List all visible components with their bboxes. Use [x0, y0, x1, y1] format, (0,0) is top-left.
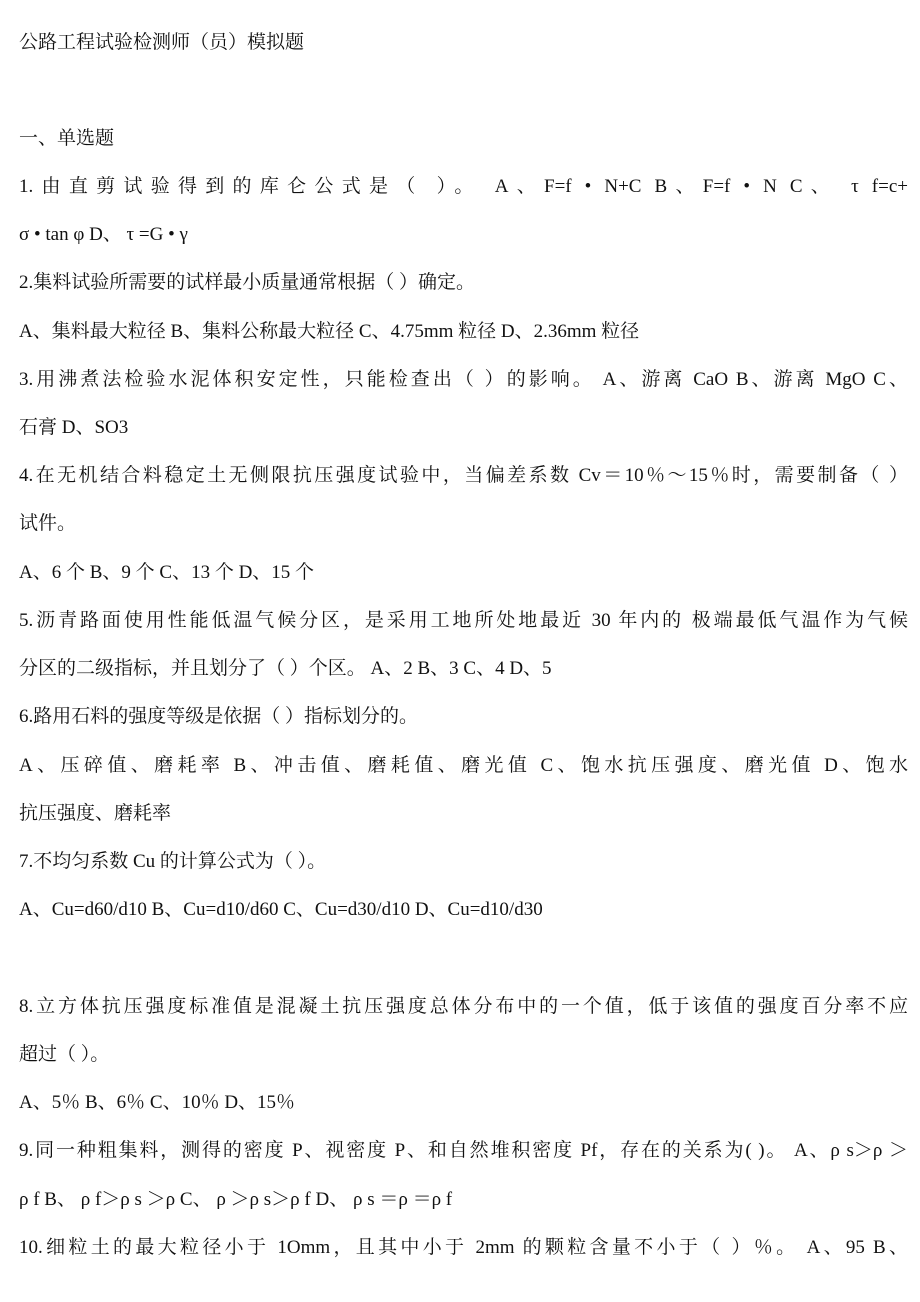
question-8-line-2: 超过（ ）。: [19, 1044, 110, 1065]
question-2-options: A、集料最大粒径 B、集料公称最大粒径 C、4.75mm 粒径 D、2.36mm 粒径: [19, 321, 640, 342]
question-8-line-1: 8.立方体抗压强度标准值是混凝土抗压强度总体分布中的一个值，低于该值的强度百分率不应: [19, 996, 908, 1017]
question-2-line-1: 2.集料试验所需要的试样最小质量通常根据（ ）确定。: [19, 272, 476, 293]
question-6-options-line-2: 抗压强度、磨耗率: [19, 803, 172, 824]
question-9-line-1: 9.同一种粗集料，测得的密度 P、视密度 P、和自然堆积密度 Pf，存在的关系为( )。 A、ρ s＞ρ ＞: [19, 1140, 908, 1161]
question-6-line-1: 6.路用石料的强度等级是依据（ ）指标划分的。: [19, 706, 419, 727]
question-8-options: A、5％ B、6％ C、10％ D、15％: [19, 1092, 296, 1113]
question-7-line-1: 7.不均匀系数 Cu 的计算公式为（ ）。: [19, 851, 327, 872]
question-1-line-1: 1.由直剪试验得到的库仑公式是（ ）。 A、F=f • N+C B、F=f • N C、 τ f=c+: [19, 176, 908, 197]
question-3-line-2: 石膏 D、SO3: [19, 417, 129, 438]
question-5-line-2: 分区的二级指标，并且划分了（ ）个区。 A、2 B、3 C、4 D、5: [19, 658, 552, 679]
question-4-line-1: 4.在无机结合料稳定土无侧限抗压强度试验中，当偏差系数 Cv＝10％～15％时，需要制备（ ）: [19, 465, 908, 486]
question-9-line-2: ρ f B、 ρ f＞ρ s ＞ρ C、 ρ ＞ρ s＞ρ f D、 ρ s ＝ρ ＝ρ f: [19, 1189, 453, 1210]
question-7-options: A、Cu=d60/d10 B、Cu=d10/d60 C、Cu=d30/d10 D、Cu=d10/d30: [19, 899, 543, 920]
question-4-options: A、6 个 B、9 个 C、13 个 D、15 个: [19, 562, 315, 583]
question-3-line-1: 3.用沸煮法检验水泥体积安定性，只能检查出（ ）的影响。 A、游离 CaO B、游离 MgO C、: [19, 369, 908, 390]
question-5-line-1: 5.沥青路面使用性能低温气候分区，是采用工地所处地最近 30 年内的 极端最低气温作为气候: [19, 610, 908, 631]
question-6-options-line-1: A、压碎值、磨耗率 B、冲击值、磨耗值、磨光值 C、饱水抗压强度、磨光值 D、饱水: [19, 755, 908, 776]
question-1-line-2: σ • tan φ D、 τ =G • γ: [19, 224, 188, 245]
document-title: 公路工程试验检测师（员）模拟题: [19, 32, 305, 53]
question-4-line-2: 试件。: [19, 513, 77, 534]
question-10-line-1: 10.细粒土的最大粒径小于 1Omm，且其中小于 2mm 的颗粒含量不小于（ ）％。 A、95 B、: [19, 1237, 908, 1258]
section-heading: 一、单选题: [19, 128, 115, 149]
